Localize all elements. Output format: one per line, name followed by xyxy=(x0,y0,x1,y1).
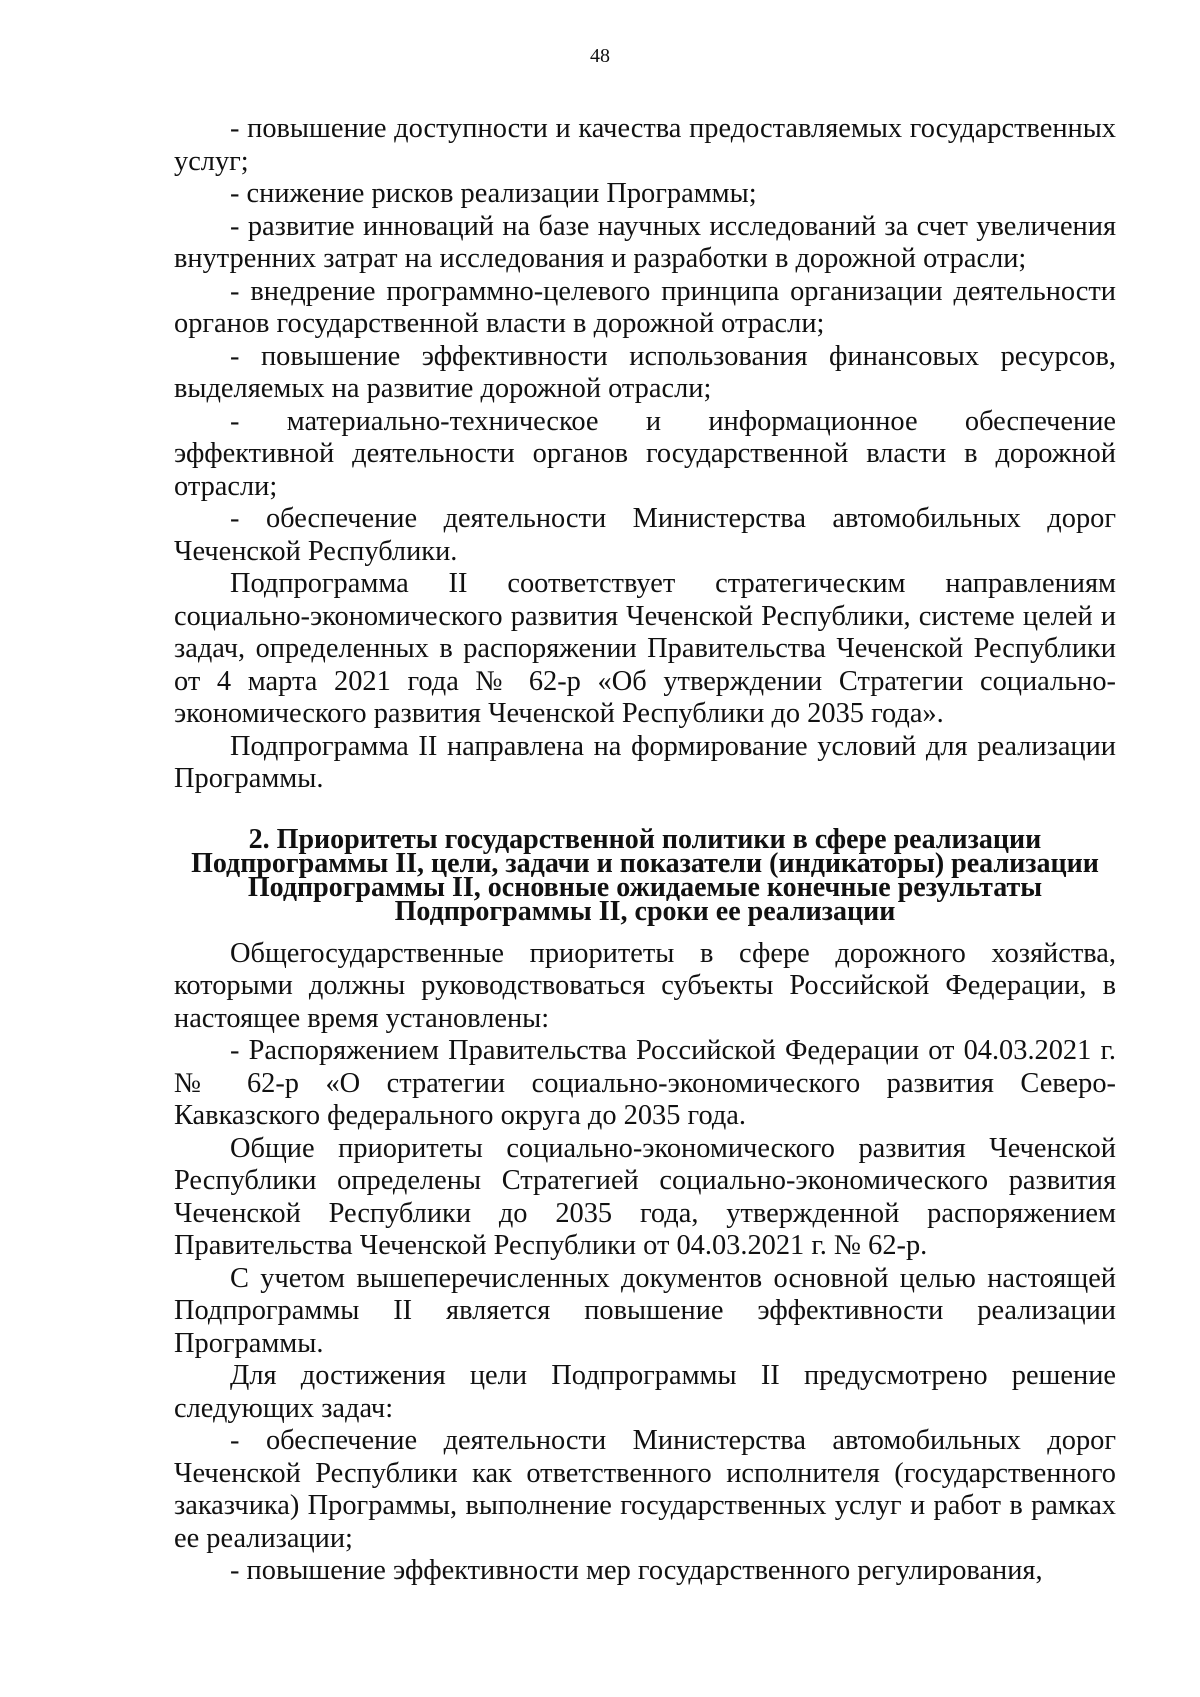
paragraph: - повышение эффективности мер государственного регулирования, xyxy=(230,1555,1043,1586)
paragraph: - повышение доступности и качества предоставляемых государственных услуг; xyxy=(174,113,1116,177)
paragraph: Подпрограмма II соответствует стратегическим направлениям социально-экономического развития Чеченской Республики, системе целей и задач, определенных в распоряжении Правительства Чеченской Республики от 4 марта 2021 года № 62-р «Об утверждении Стратегии социально-экономического развития Чеченской Республики до 2035 года». xyxy=(174,568,1116,729)
paragraph: - повышение эффективности использования финансовых ресурсов, выделяемых на развитие дорожной отрасли; xyxy=(174,340,1116,404)
paragraph: Подпрограмма II направлена на формирование условий для реализации Программы. xyxy=(174,730,1116,794)
section-heading xyxy=(174,823,1116,927)
section-heading-line: Подпрограммы II, сроки ее реализации xyxy=(394,895,896,927)
paragraph: - внедрение программно-целевого принципа организации деятельности органов государственной власти в дорожной отрасли; xyxy=(174,275,1116,339)
section-heading-line: Подпрограммы II, цели, задачи и показатели (индикаторы) реализации xyxy=(191,847,1099,879)
paragraph: - развитие инноваций на базе научных исследований за счет увеличения внутренних затрат на исследования и разработки в дорожной отрасли; xyxy=(174,210,1116,274)
paragraph: Общие приоритеты социально-экономического развития Чеченской Республики определены Стратегией социально-экономического развития Чеченской Республики до 2035 года, утвержденной распоряжением Правительства Чеченской Республики от 04.03.2021 г. № 62-р. xyxy=(174,1132,1116,1261)
paragraph: - Распоряжением Правительства Российской Федерации от 04.03.2021 г. № 62-р «О стратегии социально-экономического развития Северо-Кавказского федерального округа до 2035 года. xyxy=(174,1035,1116,1131)
paragraph: - снижение рисков реализации Программы; xyxy=(230,178,757,209)
section-heading-line: Подпрограммы II, основные ожидаемые конечные результаты xyxy=(247,871,1043,903)
section-heading-line: 2. Приоритеты государственной политики в сфере реализации xyxy=(248,823,1042,855)
page-number: 48 xyxy=(590,45,610,67)
paragraph: - обеспечение деятельности Министерства автомобильных дорог Чеченской Республики как ответственного исполнителя (государственного заказчика) Программы, выполнение государственных услуг и работ в рамках ее реализации; xyxy=(174,1425,1116,1554)
page-content xyxy=(174,113,1116,1588)
paragraph: - материально-техническое и информационное обеспечение эффективной деятельности органов государственной власти в дорожной отрасли; xyxy=(174,405,1116,502)
paragraph: С учетом вышеперечисленных документов основной целью настоящей Подпрограммы II является повышение эффективности реализации Программы. xyxy=(174,1262,1116,1359)
paragraph: Общегосударственные приоритеты в сфере дорожного хозяйства, которыми должны руководствоваться субъекты Российской Федерации, в настоящее время установлены: xyxy=(174,937,1116,1034)
paragraph: - обеспечение деятельности Министерства автомобильных дорог Чеченской Республики. xyxy=(174,503,1116,567)
paragraph: Для достижения цели Подпрограммы II предусмотрено решение следующих задач: xyxy=(174,1360,1116,1424)
